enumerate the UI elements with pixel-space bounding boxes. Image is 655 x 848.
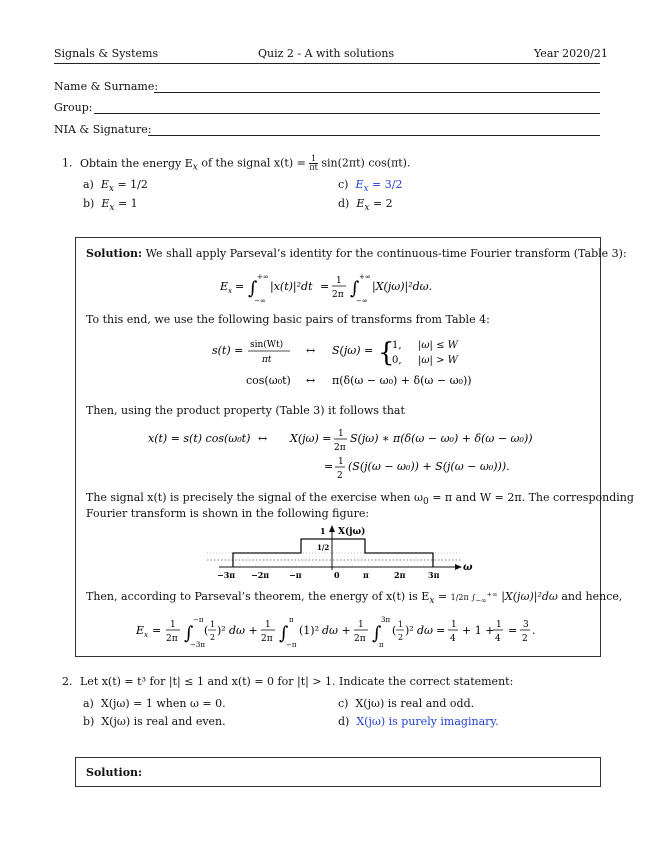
y-axis-arrow bbox=[329, 525, 335, 532]
svg-text:+∞: +∞ bbox=[359, 273, 371, 281]
svg-text:π: π bbox=[289, 616, 294, 624]
svg-text:dω +: dω + bbox=[229, 624, 258, 637]
svg-text:s(t) =: s(t) = bbox=[212, 344, 244, 357]
spectrum-figure bbox=[205, 524, 475, 582]
q2-option-a[interactable]: a) X(jω) = 1 when ω = 0. bbox=[83, 697, 226, 710]
svg-text:)²: )² bbox=[217, 624, 226, 637]
q2-option-c[interactable]: c) X(jω) is real and odd. bbox=[338, 697, 475, 710]
svg-text:π: π bbox=[379, 641, 384, 649]
question-1-number: 1. bbox=[62, 156, 73, 170]
svg-text:=: = bbox=[320, 280, 330, 293]
group-label: Group: bbox=[54, 101, 93, 114]
svg-text:E: E bbox=[220, 280, 229, 293]
q2-option-d[interactable]: d) X(jω) is purely imaginary. bbox=[338, 715, 499, 728]
svg-text:(: ( bbox=[392, 624, 397, 637]
solution-1-intro: Solution: We shall apply Parseval’s identity for the continuous-time Fourier transform (Table 3): bbox=[86, 247, 627, 260]
svg-text:4: 4 bbox=[450, 634, 456, 644]
svg-text:1: 1 bbox=[338, 457, 344, 467]
energy-computation bbox=[136, 612, 556, 650]
tick-label: −2π bbox=[251, 570, 270, 580]
question-2: 2. Let x(t) = t³ for |t| ≤ 1 and x(t) = 0 for |t| > 1. Indicate the correct statement: bbox=[62, 675, 514, 688]
tick-label: 0 bbox=[334, 570, 340, 580]
name-field[interactable] bbox=[154, 92, 600, 93]
svg-text:x: x bbox=[228, 287, 232, 295]
header-course: Signals & Systems bbox=[54, 47, 159, 60]
svg-text:2π: 2π bbox=[261, 634, 273, 644]
svg-text:1: 1 bbox=[210, 620, 216, 629]
svg-text:X(jω) =: X(jω) = bbox=[290, 432, 332, 445]
svg-text:+ 1 +: + 1 + bbox=[462, 624, 495, 637]
svg-text:|ω| > W: |ω| > W bbox=[418, 355, 458, 366]
tick-label: −π bbox=[289, 570, 302, 580]
svg-text:∫: ∫ bbox=[248, 278, 258, 299]
tick-label: 3π bbox=[428, 570, 440, 580]
header-year: Year 2020/21 bbox=[534, 47, 608, 60]
x-axis-arrow bbox=[455, 564, 462, 570]
svg-text:−π: −π bbox=[286, 641, 297, 649]
svg-text:∫: ∫ bbox=[350, 278, 360, 299]
svg-text:.: . bbox=[532, 624, 536, 637]
svg-text:−3π: −3π bbox=[190, 641, 205, 649]
svg-text:4: 4 bbox=[495, 634, 501, 644]
question-1: 1. Obtain the energy $E_x$ of the signal x(t) = $\frac{1}{\pi t}$ sin(2πt) cos(πt). bbox=[62, 154, 411, 173]
svg-text:(1)²: (1)² bbox=[299, 624, 319, 637]
svg-text:2: 2 bbox=[398, 633, 404, 642]
svg-text:2: 2 bbox=[337, 471, 343, 481]
parseval-equation bbox=[220, 270, 460, 306]
level-low-label: 1/2 bbox=[317, 543, 330, 552]
transform-pairs bbox=[212, 336, 482, 392]
parseval-sentence: Then, according to Parseval’s theorem, the energy of x(t) is $E_x = 1/2\pi$ $\int_{-\infty}^{+\infty}$ |X(jω)|²dω and hence, bbox=[86, 590, 623, 607]
svg-text:sin(Wt): sin(Wt) bbox=[250, 340, 284, 350]
q1-option-b[interactable]: b) $E_x = 1$ bbox=[83, 197, 138, 214]
solution-2-heading: Solution: bbox=[86, 766, 143, 779]
svg-text:|ω| ≤ W: |ω| ≤ W bbox=[418, 340, 458, 351]
svg-text:=: = bbox=[508, 624, 518, 637]
svg-text:x(t) = s(t) cos(ω₀t): x(t) = s(t) cos(ω₀t) bbox=[148, 432, 251, 445]
svg-text:∫: ∫ bbox=[372, 623, 382, 644]
svg-text:1,: 1, bbox=[392, 340, 402, 351]
svg-text:=: = bbox=[152, 624, 162, 637]
svg-text:cos(ω₀t): cos(ω₀t) bbox=[246, 374, 291, 387]
svg-text:2π: 2π bbox=[332, 290, 344, 300]
svg-text:E: E bbox=[136, 624, 145, 637]
svg-text:−∞: −∞ bbox=[356, 297, 368, 305]
svg-text:dω: dω bbox=[417, 624, 434, 637]
svg-text:2π: 2π bbox=[166, 634, 178, 644]
svg-text:πt: πt bbox=[262, 355, 272, 365]
svg-text:|X(jω)|²dω.: |X(jω)|²dω. bbox=[372, 280, 433, 293]
nia-field[interactable] bbox=[148, 135, 600, 136]
svg-text:↔: ↔ bbox=[258, 432, 268, 445]
svg-text:(: ( bbox=[204, 624, 209, 637]
svg-text:1: 1 bbox=[398, 620, 404, 629]
svg-text:1: 1 bbox=[451, 620, 457, 630]
svg-text:(S(j(ω − ω₀)) + S(j(ω − ω₀))).: (S(j(ω − ω₀)) + S(j(ω − ω₀))). bbox=[348, 460, 510, 473]
svg-text:2π: 2π bbox=[354, 634, 366, 644]
svg-text:↔: ↔ bbox=[306, 374, 316, 387]
pairs-intro: To this end, we use the following basic pairs of transforms from Table 4: bbox=[86, 313, 490, 326]
svg-text:∫: ∫ bbox=[279, 623, 289, 644]
svg-text:S(jω) ∗ π(δ(ω − ω₀) + δ(ω − ω₀: S(jω) ∗ π(δ(ω − ω₀) + δ(ω − ω₀)) bbox=[350, 432, 533, 445]
nia-label: NIA & Signature: bbox=[54, 123, 152, 136]
svg-text:=: = bbox=[235, 280, 245, 293]
svg-text:{: { bbox=[378, 338, 395, 368]
svg-text:1: 1 bbox=[496, 620, 502, 630]
svg-text:2π: 2π bbox=[334, 443, 346, 453]
question-2-number: 2. bbox=[62, 675, 73, 688]
level-high-label: 1 bbox=[320, 526, 326, 536]
tick-label: π bbox=[363, 570, 369, 580]
svg-text:1: 1 bbox=[170, 620, 176, 630]
x-axis-label: ω bbox=[463, 562, 473, 573]
svg-text:|x(t)|²dt: |x(t)|²dt bbox=[270, 280, 313, 293]
q2-option-b[interactable]: b) X(jω) is real and even. bbox=[83, 715, 226, 728]
svg-text:2: 2 bbox=[210, 633, 216, 642]
svg-text:3π: 3π bbox=[381, 616, 391, 624]
svg-text:π(δ(ω − ω₀) + δ(ω − ω₀)): π(δ(ω − ω₀) + δ(ω − ω₀)) bbox=[332, 374, 472, 387]
y-axis-label: X(jω) bbox=[338, 527, 366, 537]
q1-option-d[interactable]: d) $E_x = 2$ bbox=[338, 197, 393, 214]
q1-option-c[interactable]: c) $E_x = 3/2$ bbox=[338, 178, 403, 195]
product-equations bbox=[148, 424, 538, 482]
svg-text:−∞: −∞ bbox=[254, 297, 266, 305]
svg-text:=: = bbox=[436, 624, 446, 637]
tick-label: −3π bbox=[217, 570, 236, 580]
product-intro: Then, using the product property (Table 3) it follows that bbox=[86, 404, 405, 417]
name-label: Name & Surname: bbox=[54, 80, 159, 93]
signal-text-1: The signal x(t) is precisely the signal of the exercise when $\omega_0 = \pi$ and W = 2π. The corresponding bbox=[86, 491, 634, 508]
solution-2-box bbox=[75, 757, 601, 787]
svg-text:=: = bbox=[324, 460, 334, 473]
svg-text:0,: 0, bbox=[392, 355, 402, 366]
svg-text:−π: −π bbox=[193, 616, 204, 624]
group-field[interactable] bbox=[94, 113, 600, 114]
svg-text:1: 1 bbox=[265, 620, 271, 630]
svg-text:1: 1 bbox=[358, 620, 364, 630]
header-title: Quiz 2 - A with solutions bbox=[258, 47, 395, 60]
svg-text:1: 1 bbox=[336, 276, 342, 286]
svg-text:dω +: dω + bbox=[322, 624, 351, 637]
svg-text:↔: ↔ bbox=[306, 344, 316, 357]
svg-text:x: x bbox=[144, 631, 148, 639]
svg-text:+∞: +∞ bbox=[257, 273, 269, 281]
svg-text:2: 2 bbox=[522, 634, 528, 644]
svg-text:S(jω) =: S(jω) = bbox=[332, 344, 374, 357]
svg-text:∫: ∫ bbox=[184, 623, 194, 644]
svg-text:)²: )² bbox=[405, 624, 414, 637]
signal-text-2: Fourier transform is shown in the following figure: bbox=[86, 507, 370, 520]
solution-1-heading: Solution: bbox=[86, 247, 143, 260]
svg-text:1: 1 bbox=[338, 429, 344, 439]
tick-label: 2π bbox=[394, 570, 406, 580]
header-rule bbox=[54, 63, 600, 64]
q1-option-a[interactable]: a) $E_x = 1/2$ bbox=[83, 178, 148, 195]
svg-text:3: 3 bbox=[523, 620, 529, 630]
